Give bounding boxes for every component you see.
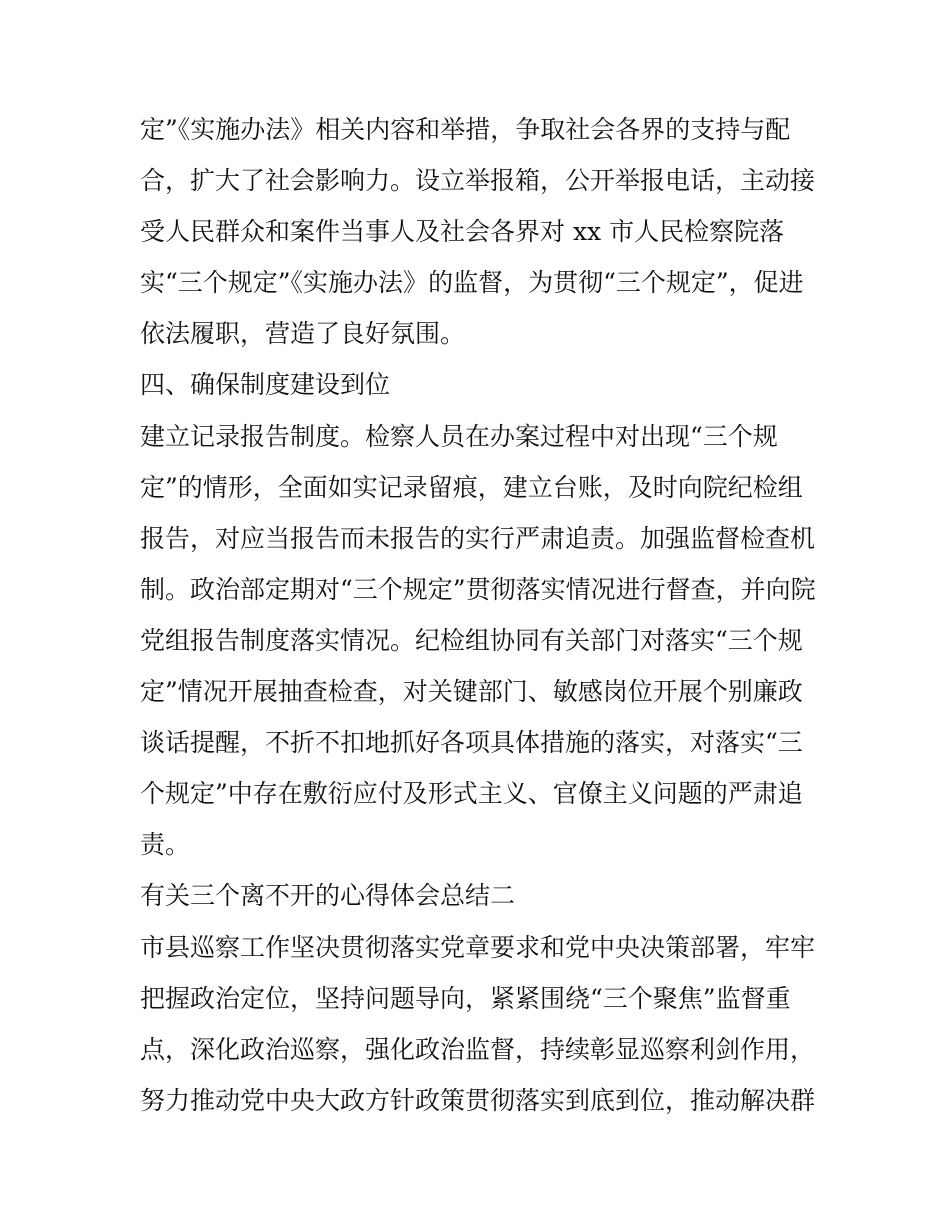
text-line: 定”《实施办法》相关内容和举措，争取社会各界的支持与配: [140, 115, 791, 144]
text-line: 合，扩大了社会影响力。设立举报箱，公开举报电话，主动接: [140, 166, 816, 196]
text-line: 依法履职，营造了良好氛围。: [140, 319, 466, 349]
section-heading: 四、确保制度建设到位: [140, 370, 391, 400]
section-heading: 有关三个离不开的心得体会总结二: [140, 881, 516, 911]
body-text: [140, 104, 840, 1126]
text-line: 实“三个规定”《实施办法》的监督，为贯彻“三个规定”，促进: [140, 268, 804, 298]
text-line: 个规定”中存在敷衍应付及形式主义、官僚主义问题的严肃追: [140, 779, 803, 809]
text-line: 责。: [140, 830, 191, 860]
text-line: 把握政治定位，坚持问题导向，紧紧围绕“三个聚焦”监督重: [140, 983, 791, 1013]
text-line: 受人民群众和案件当事人及社会各界对 xx 市人民检察院落: [140, 217, 785, 247]
text-line: 党组报告制度落实情况。纪检组协同有关部门对落实“三个规: [140, 625, 803, 655]
text-line: 努力推动党中央大政方针政策贯彻落实到底到位，推动解决群: [140, 1085, 816, 1115]
text-line: 点，深化政治巡察，强化政治监督，持续彰显巡察利剑作用，: [140, 1034, 816, 1064]
text-line: 制。政治部定期对“三个规定”贯彻落实情况进行督查，并向院: [140, 574, 816, 604]
text-line: 市县巡察工作坚决贯彻落实党章要求和党中央决策部署，牢牢: [140, 932, 816, 962]
text-line: 报告，对应当报告而未报告的实行严肃追责。加强监督检查机: [140, 523, 816, 553]
text-line: 定”的情形，全面如实记录留痕，建立台账，及时向院纪检组: [140, 472, 803, 502]
text-line: 定”情况开展抽查检查，对关键部门、敏感岗位开展个别廉政: [140, 677, 803, 707]
text-line: 建立记录报告制度。检察人员在办案过程中对出现“三个规: [140, 421, 778, 451]
text-line: 谈话提醒，不折不扣地抓好各项具体措施的落实，对落实“三: [140, 728, 803, 758]
